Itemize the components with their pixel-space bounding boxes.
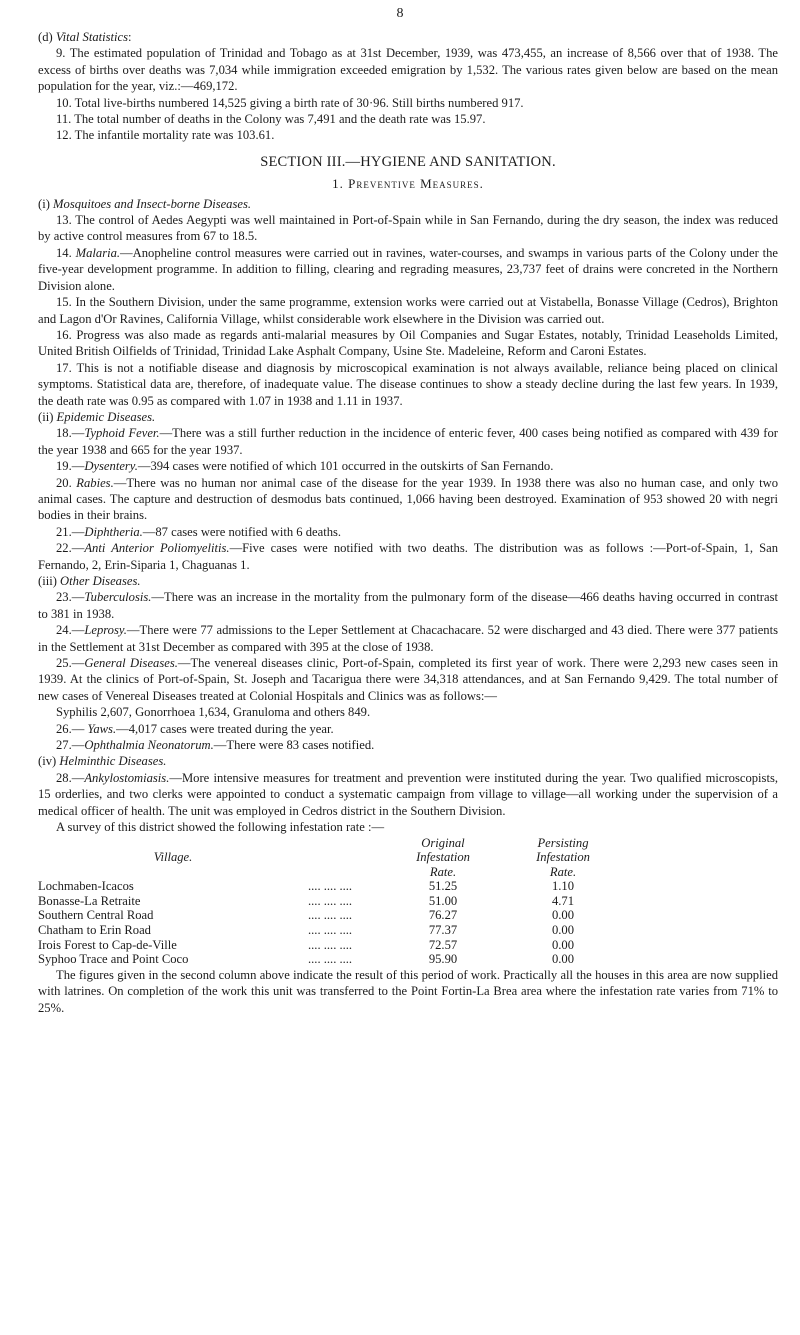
subsection-label: (iv) <box>38 754 57 769</box>
paragraph-11: 11. The total number of deaths in the Colony was 7,491 and the death rate was 15.97. <box>56 112 486 127</box>
para-text: —There was an increase in the mortality from the pulmonary form of the disease—466 deaths having occurred in contrast to 381 in 1938. <box>38 590 778 621</box>
paragraph-26 <box>38 721 778 737</box>
para-number: 28.— <box>56 770 85 785</box>
para-number: 27.— <box>56 738 85 753</box>
para-text: —The venereal diseases clinic, Port-of-Spain, completed its first year of work. There were 2,293 new cases seen in 1939. At the clinics of Port-of-Spain, St. Joseph and Tacarigua there were 34,318 attendances, and at San Fernando 9,429. The total number of new cases of Venereal Diseases treated at Colonial Hospitals and Clinics was as follows:— <box>38 656 778 703</box>
village-cell: Syphoo Trace and Point Coco <box>38 952 189 967</box>
helminthic-heading <box>38 753 778 769</box>
village-cell: Bonasse-La Retraite <box>38 893 141 908</box>
col-original-line1: Original <box>421 835 465 850</box>
leader-dots: .... .... .... <box>308 893 353 908</box>
village-cell: Irois Forest to Cap-de-Ville <box>38 937 177 952</box>
village-cell: Lochmaben-Icacos <box>38 879 134 894</box>
para-text: —There was no human nor animal case of the disease for the year 1939. In 1938 there was also no human case, and only two animal cases. The capture and destruction of desmodus bats continued, 1,066 having been destroyed. Examination of 953 showed 20 with negri bodies in their brains. <box>38 475 778 523</box>
para-number: 24.— <box>56 623 85 638</box>
col-persisting-line3: Rate. <box>549 864 577 879</box>
original-rate-cell: 51.25 <box>428 879 458 894</box>
paragraph-18 <box>38 425 778 458</box>
paragraph-27 <box>38 737 778 753</box>
para-title: Leprosy. <box>84 623 127 638</box>
subsection-title: Other Diseases. <box>60 574 141 588</box>
para-title: Dysentery. <box>84 459 138 474</box>
col-original-line2: Infestation <box>416 850 470 865</box>
paragraph-21 <box>38 524 778 540</box>
para-title: Tuberculosis. <box>84 590 152 605</box>
page-content <box>38 29 778 1016</box>
venereal-list: Syphilis 2,607, Gonorrhoea 1,634, Granuloma and others 849. <box>56 705 371 720</box>
subsection-label: (ii) <box>38 409 54 424</box>
para-text: —There were 77 admissions to the Leper Settlement at Chacachacare. 52 were discharged and 43 died. There were 377 patients in the Settlement at 31st December as compared with 395 at the close of 1938. <box>38 623 778 654</box>
para-number: 21.— <box>56 524 85 539</box>
para-text: —4,017 cases were treated during the year. <box>116 721 334 736</box>
para-number: 25.— <box>56 656 85 671</box>
persisting-rate-cell: 0.00 <box>551 908 575 923</box>
leader-dots: .... .... .... <box>308 908 353 923</box>
leader-dots: .... .... .... <box>308 952 353 967</box>
header-spacer <box>308 865 388 880</box>
header-spacer <box>38 836 308 851</box>
persisting-rate-cell: 0.00 <box>551 923 575 938</box>
para-number: 19.— <box>56 459 85 474</box>
para-title: General Diseases. <box>84 656 178 671</box>
vital-statistics-heading: (d) Vital Statistics: <box>38 30 132 44</box>
para-number: 23.— <box>56 590 85 605</box>
paragraph-23 <box>38 589 778 622</box>
paragraph-28 <box>38 770 778 819</box>
persisting-rate-cell: 1.10 <box>551 879 575 894</box>
paragraph-25 <box>38 655 778 704</box>
table-header-row-2 <box>38 850 628 865</box>
col-original-line3: Rate. <box>429 864 457 879</box>
para-text: —There was a still further reduction in the incidence of enteric fever, 400 cases being notified as compared with 439 for the year 1938 and 665 for the year 1937. <box>38 426 778 457</box>
para-number: 22.— <box>56 541 85 556</box>
village-cell: Southern Central Road <box>38 908 154 923</box>
leader-dots: .... .... .... <box>308 937 353 952</box>
subsection-label: (i) <box>38 196 50 211</box>
table-row <box>38 938 628 953</box>
table-row <box>38 952 628 967</box>
village-cell: Chatham to Erin Road <box>38 923 151 938</box>
paragraph-20 <box>38 475 778 524</box>
para-text: —There were 83 cases notified. <box>213 738 375 753</box>
subsection-title: Mosquitoes and Insect-borne Diseases. <box>53 196 252 211</box>
table-row <box>38 879 628 894</box>
paragraph-24 <box>38 622 778 655</box>
col-village: Village. <box>153 850 193 865</box>
table-row <box>38 923 628 938</box>
closing-paragraph: The figures given in the second column above indicate the result of this period of work. Practically all the houses in this area are now supplied with latrines. On completion of the work this unit was transferred to the Point Fortin-La Brea area where the infestation rate varies from 71% to 25%. <box>38 967 778 1015</box>
para-title: Anti Anterior Poliomyelitis. <box>84 541 230 556</box>
paragraph-16: 16. Progress was also made as regards anti-malarial measures by Oil Companies and Sugar Estates, notably, Trinidad Leaseholds Limited, United British Oilfields of Trinidad, Trinidad Lake Asphalt Company, Usine Ste. Madeleine, Reform and Caroni Estates. <box>38 327 778 359</box>
para-text: —Five cases were notified with two deaths. The distribution was as follows :—Port-of-Spain, 1, San Fernando, 2, Erin-Siparia 1, Chaguanas 1. <box>38 541 778 572</box>
persisting-rate-cell: 4.71 <box>551 893 575 908</box>
table-header-row-3 <box>38 865 628 880</box>
para-text: —394 cases were notified of which 101 occurred in the outskirts of San Fernando. <box>137 459 554 474</box>
other-diseases-heading <box>38 573 778 589</box>
persisting-rate-cell: 0.00 <box>551 952 575 967</box>
page-number: 8 <box>396 6 404 21</box>
original-rate-cell: 76.27 <box>428 908 458 923</box>
table-header-row-1 <box>38 836 628 851</box>
para-title: Rabies. <box>76 475 114 490</box>
paragraph-22 <box>38 540 778 573</box>
persisting-rate-cell: 0.00 <box>551 937 575 952</box>
para-text: —87 cases were notified with 6 deaths. <box>142 524 342 539</box>
mosquitoes-heading <box>38 196 778 212</box>
infestation-table <box>38 836 628 967</box>
para-title: Ankylostomiasis. <box>84 770 170 785</box>
subsection-label: (iii) <box>38 574 57 588</box>
survey-intro: A survey of this district showed the following infestation rate :— <box>56 820 385 835</box>
para-title: Typhoid Fever. <box>84 426 160 441</box>
leader-dots: .... .... .... <box>308 923 353 938</box>
original-rate-cell: 95.90 <box>428 952 458 967</box>
para-title: Yaws. <box>87 721 117 736</box>
para-text: —More intensive measures for treatment and prevention were instituted during the year. Two qualified microscopists, 15 orderlies, and two clerks were appointed to conduct a systematic campaign from village to village—all working under the supervision of a medical officer of health. The unit was employed in Cedros district in the Southern Division. <box>38 770 778 818</box>
paragraph-9: 9. The estimated population of Trinidad and Tobago as at 31st December, 1939, was 473,455, an increase of 8,566 over that of 1938. The excess of births over deaths was 7,034 while immigration exceeded emigration by 1,532. The various rates given below are based on the mean population for the year, viz.:—469,172. <box>38 46 778 94</box>
paragraph-10: 10. Total live-births numbered 14,525 giving a birth rate of 30·96. Still births numbered 917. <box>56 95 524 110</box>
paragraph-17: 17. This is not a notifiable disease and diagnosis by microscopical examination is not always available, reliance being placed on clinical symptoms. Statistical data are, therefore, of inadequate value. The disease continues to show a steady decline during the last few years. In 1939, the death rate was 0.95 as compared with 1.07 in 1938 and 1.11 in 1937. <box>38 360 778 408</box>
col-persisting-line2: Infestation <box>536 850 590 865</box>
heading-label: (d) <box>38 30 53 44</box>
paragraph-15: 15. In the Southern Division, under the same programme, extension works were carried out at Vistabella, Bonasse Village (Cedros), Brighton and Lagon d'Or Ravines, California Village, whilst considerable work elsewhere in the Division was carried out. <box>38 295 778 326</box>
paragraph-14 <box>38 245 778 294</box>
header-spacer <box>308 850 388 865</box>
subsection-title: Helminthic Diseases. <box>59 754 167 769</box>
epidemic-heading <box>38 409 778 425</box>
paragraph-12: 12. The infantile mortality rate was 103.61. <box>56 128 275 143</box>
paragraph-19 <box>38 458 778 474</box>
para-number: 18.— <box>56 426 85 441</box>
para-title: Malaria. <box>75 245 121 260</box>
para-text: —Anopheline control measures were carried out in ravines, water-courses, and swamps in various parts of the Colony under the five-year development programme. In addition to filling, clearing and regrading measures, 23,737 feet of drains were concreted in the Northern Division alone. <box>38 245 778 293</box>
original-rate-cell: 51.00 <box>428 893 458 908</box>
original-rate-cell: 72.57 <box>428 937 458 952</box>
para-number: 20. <box>56 475 72 490</box>
section-heading: SECTION III.—HYGIENE AND SANITATION. <box>260 153 556 170</box>
para-number: 26.— <box>56 721 85 736</box>
subsection-title: Epidemic Diseases. <box>56 409 156 424</box>
header-spacer <box>38 865 308 880</box>
para-title: Ophthalmia Neonatorum. <box>84 738 214 753</box>
preventive-measures-heading: 1. Preventive Measures. <box>332 176 484 192</box>
para-title: Diphtheria. <box>84 524 143 539</box>
para-number: 14. <box>56 245 72 260</box>
table-row <box>38 894 628 909</box>
header-spacer <box>308 836 388 851</box>
col-persisting-line1: Persisting <box>537 835 589 850</box>
original-rate-cell: 77.37 <box>428 923 458 938</box>
paragraph-13: 13. The control of Aedes Aegypti was well maintained in Port-of-Spain while in San Fernando, during the dry season, the index was reduced by active control measures from 67 to 18.5. <box>38 213 778 244</box>
leader-dots: .... .... .... <box>308 879 353 894</box>
table-row <box>38 908 628 923</box>
heading-title: Vital Statistics <box>55 30 129 44</box>
